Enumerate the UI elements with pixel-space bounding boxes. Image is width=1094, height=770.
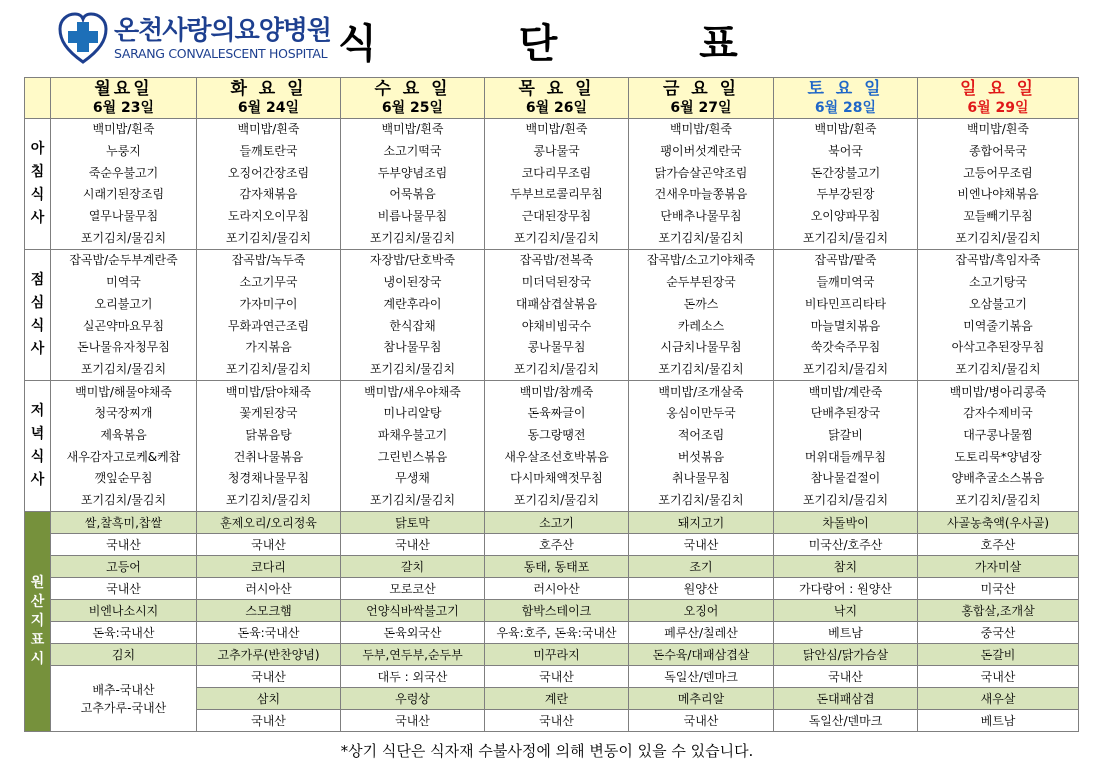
origin-item: 국내산 <box>197 666 341 688</box>
origin-item: 원양산 <box>629 578 774 600</box>
origin-row <box>25 666 1079 688</box>
origin-item: 계란 <box>485 688 629 710</box>
menu-item: 잡곡밥/흑임자죽 <box>918 250 1079 272</box>
origin-item: 참치 <box>774 556 918 578</box>
header <box>0 0 1094 76</box>
menu-item: 버섯볶음 <box>629 446 774 468</box>
menu-item: 야채비빔국수 <box>485 315 629 337</box>
origin-item: 돈대패삼겹 <box>774 688 918 710</box>
menu-item: 비타민프리타타 <box>774 294 918 316</box>
menu-item: 소고기무국 <box>197 272 341 294</box>
menu-item: 대패삼겹살볶음 <box>485 294 629 316</box>
day-header: 수 요 일 6월 25일 <box>341 78 485 119</box>
menu-item: 고등어무조림 <box>918 162 1079 184</box>
dinner-row <box>25 490 1079 512</box>
menu-item: 돈까스 <box>629 294 774 316</box>
corner-cell <box>25 78 51 119</box>
origin-row <box>25 644 1079 666</box>
menu-item: 포기김치/물김치 <box>918 490 1079 512</box>
day-header-sunday: 일 요 일 6월 29일 <box>918 78 1079 119</box>
page-title: 식 단 표 <box>338 21 802 67</box>
menu-item: 취나물무침 <box>629 468 774 490</box>
menu-item: 포기김치/물김치 <box>629 490 774 512</box>
hospital-name: 온천사랑의요양병원 <box>114 16 332 46</box>
menu-item: 근대된장무침 <box>485 206 629 228</box>
menu-item: 열무나물무침 <box>51 206 197 228</box>
lunch-row <box>25 315 1079 337</box>
origin-row <box>25 578 1079 600</box>
meal-table <box>24 77 1079 732</box>
origin-item: 차돌박이 <box>774 512 918 534</box>
menu-item: 북어국 <box>774 141 918 163</box>
origin-item: 새우살 <box>918 688 1079 710</box>
origin-row <box>25 534 1079 556</box>
origin-item: 돈갈비 <box>918 644 1079 666</box>
origin-item: 돈수육/대패삼겹살 <box>629 644 774 666</box>
menu-item: 포기김치/물김치 <box>774 227 918 249</box>
menu-item: 종합어묵국 <box>918 141 1079 163</box>
lunch-row <box>25 294 1079 316</box>
origin-item: 페루산/칠레산 <box>629 622 774 644</box>
origin-item: 베트남 <box>918 710 1079 732</box>
menu-item: 포기김치/물김치 <box>918 359 1079 381</box>
origin-item: 러시아산 <box>485 578 629 600</box>
origin-item: 독일산/덴마크 <box>629 666 774 688</box>
breakfast-row <box>25 162 1079 184</box>
menu-item: 시래기된장조림 <box>51 184 197 206</box>
menu-item: 파채우불고기 <box>341 425 485 447</box>
menu-item: 닭볶음탕 <box>197 425 341 447</box>
dinner-row <box>25 425 1079 447</box>
menu-item: 감자수제비국 <box>918 403 1079 425</box>
menu-item: 포기김치/물김치 <box>485 359 629 381</box>
menu-item: 포기김치/물김치 <box>51 490 197 512</box>
origin-item: 가자미살 <box>918 556 1079 578</box>
menu-item: 그린빈스볶음 <box>341 446 485 468</box>
menu-item: 들깨미역국 <box>774 272 918 294</box>
breakfast-row <box>25 119 1079 141</box>
day-header-row <box>25 78 1079 119</box>
origin-item: 호주산 <box>918 534 1079 556</box>
menu-item: 백미밥/조개살죽 <box>629 381 774 403</box>
origin-item: 김치 <box>51 644 197 666</box>
lunch-label: 점 심 식 사 <box>25 250 51 381</box>
menu-item: 냉이된장국 <box>341 272 485 294</box>
origin-item: 국내산 <box>197 710 341 732</box>
menu-item: 새우살조선호박볶음 <box>485 446 629 468</box>
menu-item: 포기김치/물김치 <box>341 490 485 512</box>
menu-item: 옹심이만두국 <box>629 403 774 425</box>
menu-item: 가지볶음 <box>197 337 341 359</box>
origin-item: 소고기 <box>485 512 629 534</box>
menu-item: 포기김치/물김치 <box>341 227 485 249</box>
menu-item: 백미밥/흰죽 <box>918 119 1079 141</box>
origin-item: 갈치 <box>341 556 485 578</box>
menu-item: 오리불고기 <box>51 294 197 316</box>
origin-item: 닭안심/닭가슴살 <box>774 644 918 666</box>
breakfast-row <box>25 141 1079 163</box>
origin-item: 조기 <box>629 556 774 578</box>
menu-item: 양배추굴소스볶음 <box>918 468 1079 490</box>
menu-item: 포기김치/물김치 <box>629 359 774 381</box>
menu-item: 계란후라이 <box>341 294 485 316</box>
origin-item: 동태, 동태포 <box>485 556 629 578</box>
menu-item: 무생채 <box>341 468 485 490</box>
menu-item: 백미밥/계란죽 <box>774 381 918 403</box>
origin-item: 국내산 <box>197 534 341 556</box>
origin-item: 돈육:국내산 <box>197 622 341 644</box>
dinner-label: 저 녁 식 사 <box>25 381 51 512</box>
menu-item: 백미밥/흰죽 <box>774 119 918 141</box>
menu-item: 포기김치/물김치 <box>197 359 341 381</box>
day-header: 월요일 6월 23일 <box>51 78 197 119</box>
menu-item: 백미밥/병아리콩죽 <box>918 381 1079 403</box>
origin-item: 돈육외국산 <box>341 622 485 644</box>
menu-item: 소고기탕국 <box>918 272 1079 294</box>
day-header: 목 요 일 6월 26일 <box>485 78 629 119</box>
menu-item: 두부양념조림 <box>341 162 485 184</box>
menu-item: 적어조림 <box>629 425 774 447</box>
menu-item: 죽순우불고기 <box>51 162 197 184</box>
menu-item: 돈육짜글이 <box>485 403 629 425</box>
menu-item: 제육볶음 <box>51 425 197 447</box>
lunch-row <box>25 337 1079 359</box>
menu-item: 백미밥/닭야채죽 <box>197 381 341 403</box>
origin-row <box>25 600 1079 622</box>
origin-item: 고등어 <box>51 556 197 578</box>
menu-item: 실곤약마요무침 <box>51 315 197 337</box>
origin-item: 국내산 <box>918 666 1079 688</box>
menu-item: 돈간장불고기 <box>774 162 918 184</box>
origin-item: 국내산 <box>485 666 629 688</box>
menu-item: 백미밥/새우야채죽 <box>341 381 485 403</box>
origin-item: 오징어 <box>629 600 774 622</box>
menu-item: 닭가슴살곤약조림 <box>629 162 774 184</box>
menu-item: 코다리무조림 <box>485 162 629 184</box>
menu-item: 닭갈비 <box>774 425 918 447</box>
breakfast-row <box>25 227 1079 249</box>
hospital-name-english: SARANG CONVALESCENT HOSPITAL <box>114 46 328 61</box>
menu-item: 무화과연근조림 <box>197 315 341 337</box>
origin-item: 국내산 <box>485 710 629 732</box>
origin-item: 스모크햄 <box>197 600 341 622</box>
origin-item: 두부,연두부,순두부 <box>341 644 485 666</box>
menu-item: 백미밥/흰죽 <box>485 119 629 141</box>
menu-item: 꽃게된장국 <box>197 403 341 425</box>
menu-item: 포기김치/물김치 <box>485 490 629 512</box>
menu-item: 새우감자고로케&케찹 <box>51 446 197 468</box>
menu-item: 가자미구이 <box>197 294 341 316</box>
origin-item: 닭토막 <box>341 512 485 534</box>
menu-item: 미역국 <box>51 272 197 294</box>
menu-item: 비름나물무침 <box>341 206 485 228</box>
menu-item: 백미밥/참깨죽 <box>485 381 629 403</box>
lunch-row <box>25 359 1079 381</box>
breakfast-label: 아 침 식 사 <box>25 119 51 250</box>
origin-item: 국내산 <box>629 710 774 732</box>
menu-item: 잡곡밥/소고기야채죽 <box>629 250 774 272</box>
origin-item: 코다리 <box>197 556 341 578</box>
menu-item: 잡곡밥/순두부계란죽 <box>51 250 197 272</box>
origin-item: 러시아산 <box>197 578 341 600</box>
menu-item: 포기김치/물김치 <box>341 359 485 381</box>
origin-item: 모로코산 <box>341 578 485 600</box>
menu-item: 포기김치/물김치 <box>485 227 629 249</box>
origin-item: 독일산/덴마크 <box>774 710 918 732</box>
menu-item: 미역줄기볶음 <box>918 315 1079 337</box>
origin-item: 국내산 <box>341 710 485 732</box>
menu-item: 미나리알탕 <box>341 403 485 425</box>
menu-item: 백미밥/흰죽 <box>341 119 485 141</box>
menu-item: 오징어간장조림 <box>197 162 341 184</box>
menu-item: 들깨토란국 <box>197 141 341 163</box>
menu-item: 쑥갓숙주무침 <box>774 337 918 359</box>
menu-item: 돈나물유자청무침 <box>51 337 197 359</box>
origin-item: 낙지 <box>774 600 918 622</box>
menu-item: 자장밥/단호박죽 <box>341 250 485 272</box>
menu-item: 누룽지 <box>51 141 197 163</box>
menu-item: 포기김치/물김치 <box>918 227 1079 249</box>
menu-item: 꼬들빼기무침 <box>918 206 1079 228</box>
origin-item: 미꾸라지 <box>485 644 629 666</box>
origin-item: 우육:호주, 돈육:국내산 <box>485 622 629 644</box>
origin-row <box>25 556 1079 578</box>
menu-item: 아삭고추된장무침 <box>918 337 1079 359</box>
kimchi-origin-note: 배추-국내산 고추가루-국내산 <box>51 666 197 732</box>
origin-item: 함박스테이크 <box>485 600 629 622</box>
breakfast-row <box>25 184 1079 206</box>
menu-item: 포기김치/물김치 <box>629 227 774 249</box>
menu-item: 포기김치/물김치 <box>197 227 341 249</box>
breakfast-row <box>25 206 1079 228</box>
menu-item: 잡곡밥/전복죽 <box>485 250 629 272</box>
origin-item: 미국산 <box>918 578 1079 600</box>
origin-item: 삼치 <box>197 688 341 710</box>
menu-item: 단배추된장국 <box>774 403 918 425</box>
menu-item: 콩나물무침 <box>485 337 629 359</box>
menu-item: 도토리묵*양념장 <box>918 446 1079 468</box>
origin-item: 훈제오리/오리정육 <box>197 512 341 534</box>
origin-item: 고추가루(반찬양념) <box>197 644 341 666</box>
menu-item: 포기김치/물김치 <box>774 490 918 512</box>
menu-item: 참나물겉절이 <box>774 468 918 490</box>
origin-item: 국내산 <box>341 534 485 556</box>
origin-item: 중국산 <box>918 622 1079 644</box>
menu-item: 참나물무침 <box>341 337 485 359</box>
menu-item: 동그랑땡전 <box>485 425 629 447</box>
menu-item: 오삼불고기 <box>918 294 1079 316</box>
lunch-row <box>25 250 1079 272</box>
menu-item: 머위대들깨무침 <box>774 446 918 468</box>
origin-label: 원 산 지 표 시 <box>25 512 51 732</box>
origin-item: 비엔나소시지 <box>51 600 197 622</box>
menu-item: 백미밥/흰죽 <box>197 119 341 141</box>
dinner-row <box>25 468 1079 490</box>
origin-item: 국내산 <box>51 534 197 556</box>
day-header: 금 요 일 6월 27일 <box>629 78 774 119</box>
menu-item: 비엔나야채볶음 <box>918 184 1079 206</box>
menu-item: 소고기떡국 <box>341 141 485 163</box>
menu-item: 백미밥/흰죽 <box>629 119 774 141</box>
menu-item: 마늘멸치볶음 <box>774 315 918 337</box>
origin-item: 가다랑어 : 원양산 <box>774 578 918 600</box>
menu-item: 두부강된장 <box>774 184 918 206</box>
menu-item: 단배추나물무침 <box>629 206 774 228</box>
origin-item: 돈육:국내산 <box>51 622 197 644</box>
origin-item: 미국산/호주산 <box>774 534 918 556</box>
menu-item: 미더덕된장국 <box>485 272 629 294</box>
origin-item: 돼지고기 <box>629 512 774 534</box>
dinner-row <box>25 381 1079 403</box>
menu-item: 포기김치/물김치 <box>197 490 341 512</box>
dinner-row <box>25 403 1079 425</box>
menu-item: 청국장찌개 <box>51 403 197 425</box>
menu-item: 콩나물국 <box>485 141 629 163</box>
origin-item: 국내산 <box>629 534 774 556</box>
origin-item: 홍합살,조개살 <box>918 600 1079 622</box>
origin-item: 언양식바싹불고기 <box>341 600 485 622</box>
origin-item: 국내산 <box>774 666 918 688</box>
dinner-row <box>25 446 1079 468</box>
lunch-row <box>25 272 1079 294</box>
menu-item: 팽이버섯계란국 <box>629 141 774 163</box>
menu-item: 순두부된장국 <box>629 272 774 294</box>
menu-item: 감자채볶음 <box>197 184 341 206</box>
menu-item: 두부브로콜리무침 <box>485 184 629 206</box>
origin-item: 메추리알 <box>629 688 774 710</box>
origin-item: 사골농축액(우사골) <box>918 512 1079 534</box>
menu-item: 백미밥/해물야채죽 <box>51 381 197 403</box>
hospital-logo-icon <box>58 12 108 64</box>
disclaimer-note: *상기 식단은 식자재 수불사정에 의해 변동이 있을 수 있습니다. <box>340 742 754 760</box>
menu-item: 백미밥/흰죽 <box>51 119 197 141</box>
origin-item: 대두 : 외국산 <box>341 666 485 688</box>
menu-item: 다시마채액젓무침 <box>485 468 629 490</box>
origin-item: 호주산 <box>485 534 629 556</box>
origin-row <box>25 622 1079 644</box>
menu-item: 건취나물볶음 <box>197 446 341 468</box>
day-header-saturday: 토 요 일 6월 28일 <box>774 78 918 119</box>
menu-item: 포기김치/물김치 <box>51 359 197 381</box>
menu-item: 어묵볶음 <box>341 184 485 206</box>
menu-item: 포기김치/물김치 <box>774 359 918 381</box>
menu-item: 잡곡밥/팥죽 <box>774 250 918 272</box>
origin-item: 베트남 <box>774 622 918 644</box>
origin-item: 국내산 <box>51 578 197 600</box>
day-header: 화 요 일 6월 24일 <box>197 78 341 119</box>
menu-item: 잡곡밥/녹두죽 <box>197 250 341 272</box>
menu-item: 깻잎순무침 <box>51 468 197 490</box>
menu-item: 한식잡채 <box>341 315 485 337</box>
menu-item: 포기김치/물김치 <box>51 227 197 249</box>
menu-item: 청경채나물무침 <box>197 468 341 490</box>
origin-item: 쌀,찰흑미,찹쌀 <box>51 512 197 534</box>
menu-item: 건새우마늘쫑볶음 <box>629 184 774 206</box>
menu-item: 시금치나물무침 <box>629 337 774 359</box>
origin-item: 우렁상 <box>341 688 485 710</box>
menu-item: 도라지오이무침 <box>197 206 341 228</box>
origin-row <box>25 512 1079 534</box>
menu-item: 오이양파무침 <box>774 206 918 228</box>
menu-item: 카레소스 <box>629 315 774 337</box>
menu-item: 대구콩나물찜 <box>918 425 1079 447</box>
